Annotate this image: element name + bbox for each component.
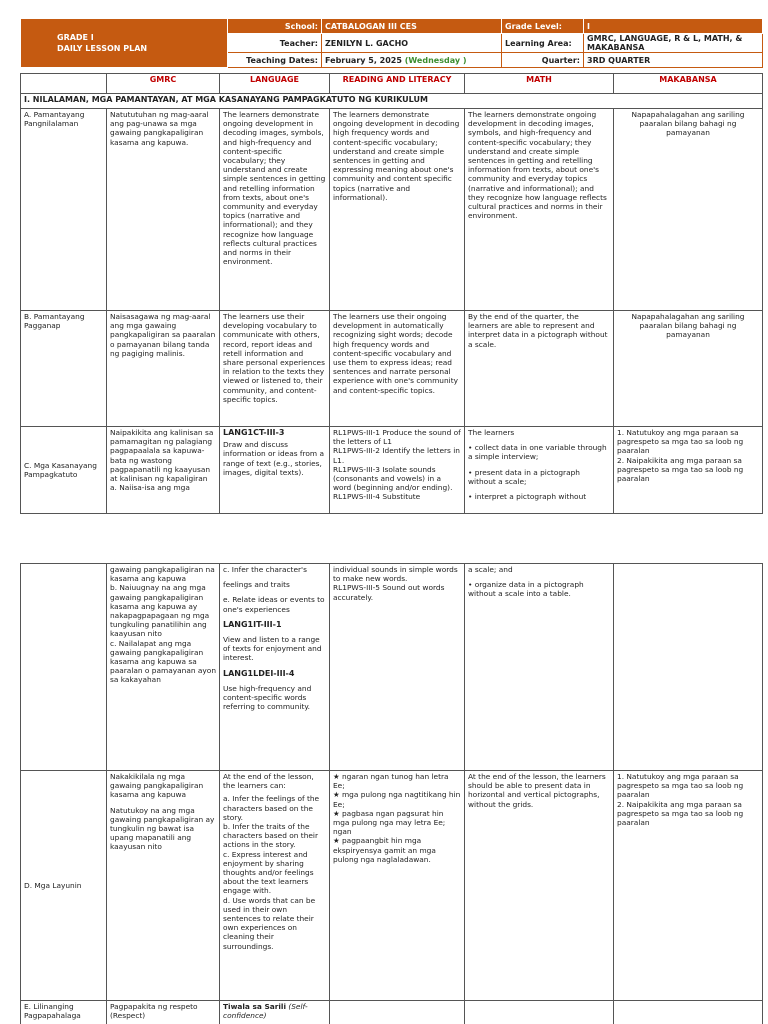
- grade-level-label: Grade Level:: [502, 19, 584, 34]
- gmrc-d-2: Natutukoy na ang mga gawaing pangkapaligiran ay tungkulin ng bawat isa upang mapanatili ang kaayusan nito: [110, 805, 215, 852]
- day-value: (Wednesday ): [404, 55, 467, 65]
- lang-d-1: At the end of the lesson, the learners can:: [223, 772, 314, 791]
- math-c-1a: The learners: [468, 428, 515, 437]
- header-table: [20, 18, 763, 68]
- row-c-language-part1: [220, 427, 330, 514]
- row-c-gmrc-part1: Naipakikita ang kalinisan sa pamamagitan ng palagiang pagpapaalala sa kapuwa-bata ng wastong pagpapanatili ng kaayusan at kalinisan ng kapaligiran a. Naiisa-isa ang mga: [107, 427, 220, 514]
- lang-c-2b: feelings and traits: [223, 580, 290, 590]
- row-b-math: By the end of the quarter, the learners are able to represent and interpret data in a pictograph without a scale.: [465, 311, 614, 427]
- row-a-label: A. Pamantayang Pangnilalaman: [21, 109, 107, 311]
- learning-area-value: GMRC, LANGUAGE, R & L, MATH, & MAKABANSA: [584, 34, 763, 53]
- row-e-makabansa: [614, 1001, 763, 1024]
- row-d-makabansa: 1. Natutukoy ang mga paraan sa pagrespeto sa mga tao sa loob ng paaralan 2. Naipakikita ang mga paraan sa pagrespeto sa mga tao sa loob ng paaralan: [614, 771, 763, 1001]
- lang-code-1: LANG1CT-III-3: [223, 428, 285, 437]
- row-a-reading: The learners demonstrate ongoing development in decoding high frequency words and content-specific vocabulary; understand and create simple sentences in getting and expressing meaning about one's community and content specific topics (narrative and informational).: [330, 109, 465, 311]
- grade-label: GRADE I: [57, 33, 94, 42]
- lang-c-2d: View and listen to a range of texts for enjoyment and interest.: [223, 635, 322, 663]
- row-b-makabansa: Napapahalagahan ang sariling paaralan bilang bahagi ng pamayanan: [614, 311, 763, 427]
- math-c-1d: • interpret a pictograph without: [468, 492, 587, 502]
- teacher-label: Teacher:: [228, 34, 322, 53]
- dates-label: Teaching Dates:: [228, 53, 322, 68]
- lang-c-2e: Use high-frequency and content-specific words referring to community.: [223, 683, 312, 712]
- plan-label: DAILY LESSON PLAN: [57, 44, 148, 53]
- grade-block: [21, 19, 228, 68]
- lang-code-2: LANG1IT-III-1: [223, 619, 282, 629]
- lang-text-1: Draw and discuss information or ideas from a range of text (e.g., stories, images, digital texts).: [223, 440, 325, 477]
- row-a-language: The learners demonstrate ongoing development in decoding images, symbols, and high-frequency and content-specific vocabulary; they understand and create simple sentences in getting and retelling information from texts, about one's community and everyday topics (narrative and informational); and they recognize how language reflects cultural practices and norms in their environment.: [220, 109, 330, 311]
- row-e-language: [220, 1001, 330, 1024]
- col-gmrc: GMRC: [107, 74, 220, 94]
- row-b-label: B. Pamantayang Pagganap: [21, 311, 107, 427]
- math-c-1b: • collect data in one variable through a simple interview;: [468, 443, 607, 462]
- row-e-label: E. Lilinanging Pagpapahalaga: [21, 1001, 107, 1024]
- row-d-gmrc: [107, 771, 220, 1001]
- row-a-makabansa: Napapahalagahan ang sariling paaralan bilang bahagi ng pamayanan: [614, 109, 763, 311]
- gmrc-d-1: Nakakikilala ng mga gawaing pangkapaligiran kasama ang kapuwa: [110, 772, 204, 800]
- school-value: CATBALOGAN III CES: [322, 19, 502, 34]
- row-e-math: [465, 1001, 614, 1024]
- lang-d-2: a. Infer the feelings of the characters based on the story. b. Infer the traits of the characters based on their actions in the story. c. Express interest and enjoyment by sharing thoughts and/or feelings about the text learners engage with. d. Use words that can be used in their own sentences to relate their own experiences on cleaning their surroundings.: [223, 794, 320, 951]
- row-a-gmrc: Natututuhan ng mag-aaral ang pag-unawa sa mga gawaing pangkapaligiran kasama ang kapuwa.: [107, 109, 220, 311]
- row-e-gmrc: Pagpapakita ng respeto (Respect): [107, 1001, 220, 1024]
- row-d-language: [220, 771, 330, 1001]
- row-c-label: C. Mga Kasanayang Pampagkatuto: [21, 427, 107, 514]
- quarter-value: 3RD QUARTER: [584, 53, 763, 68]
- lang-code-3: LANG1LDEI-III-4: [223, 668, 295, 678]
- row-b-language: The learners use their developing vocabulary to communicate with others, record, report ideas and retell information and share personal experiences in relation to the texts they viewed or listened to, their community, and content-specific topics.: [220, 311, 330, 427]
- row-c-makabansa: 1. Natutukoy ang mga paraan sa pagrespeto sa mga tao sa loob ng paaralan 2. Naipakikita ang mga paraan sa pagrespeto sa mga tao sa loob ng paaralan: [614, 427, 763, 514]
- col-blank: [21, 74, 107, 94]
- row-c-math-part2: [465, 564, 614, 771]
- row-c-math-part1: [465, 427, 614, 514]
- row-b-gmrc: Naisasagawa ng mag-aaral ang mga gawaing pangkapaligiran sa paaralan o pamayanan bilang tanda ng pagiging malinis.: [107, 311, 220, 427]
- lesson-table-part2: [20, 563, 763, 1024]
- section-title: I. NILALAMAN, MGA PAMANTAYAN, AT MGA KASANAYANG PAMPAGKATUTO NG KURIKULUM: [21, 94, 763, 109]
- lang-e-italic: (Self-confidence): [223, 1002, 308, 1021]
- row-b-reading: The learners use their ongoing development in automatically recognizing sight words; decode high frequency words and content-specific vocabulary and use them to express ideas; read sentences and narrate personal experience with one's community and content-specific topics.: [330, 311, 465, 427]
- row-c-gmrc-part2: gawaing pangkapaligiran na kasama ang kapuwa b. Naiuugnay na ang mga gawaing pangkapaligiran kasama ang kapuwa ay nakapagpapagaan ng mga tungkuling panatilihin ang kaayusan nito c. Nailalapat ang mga gawaing pangkapaligiran kasama ang kapuwa sa paaralan o pamayanan ayon sa kakayahan: [107, 564, 220, 771]
- math-c-2b: • organize data in a pictograph without a scale into a table.: [468, 580, 584, 599]
- teacher-value: ZENILYN L. GACHO: [322, 34, 502, 53]
- row-a-math: The learners demonstrate ongoing development in decoding images, symbols, and high-frequency and content-specific vocabulary; they understand and create simple sentences in getting and retelling information from texts, about one's community and everyday topics (narrative and informational); and they recognize how language reflects cultural practices and norms in their environment.: [465, 109, 614, 311]
- quarter-label: Quarter:: [502, 53, 584, 68]
- school-label: School:: [228, 19, 322, 34]
- row-e-reading: [330, 1001, 465, 1024]
- learning-area-label: Learning Area:: [502, 34, 584, 53]
- col-math: MATH: [465, 74, 614, 94]
- math-c-1c: • present data in a pictograph without a scale;: [468, 467, 580, 486]
- col-makabansa: MAKABANSA: [614, 74, 763, 94]
- lang-c-2a: c. Infer the character's: [223, 565, 307, 574]
- row-d-math: At the end of the lesson, the learners should be able to present data in horizontal and vertical pictographs, without the grids.: [465, 771, 614, 1001]
- lang-c-2c: e. Relate ideas or events to one's experiences: [223, 595, 325, 614]
- lesson-table-part1: [20, 73, 763, 514]
- row-c-reading-part2: individual sounds in simple words to make new words. RL1PWS-III-5 Sound out words accurately.: [330, 564, 465, 771]
- grade-level-value: I: [584, 19, 763, 34]
- row-d-reading: ★ ngaran ngan tunog han letra Ee; ★ mga pulong nga nagtitikang hin Ee; ★ pagbasa ngan pagsurat hin mga pulong nga may letra Ee; ngan ★ pagpaangbit hin mga ekspiryensya gamit an mga pulong nga naglaladawan.: [330, 771, 465, 1001]
- dates-value: February 5, 2025: [325, 55, 402, 65]
- row-d-label: D. Mga Layunin: [21, 771, 107, 1001]
- col-language: LANGUAGE: [220, 74, 330, 94]
- lang-e-bold: Tiwala sa Sarili: [223, 1002, 286, 1011]
- math-c-2a: a scale; and: [468, 565, 513, 574]
- col-reading: READING AND LITERACY: [330, 74, 465, 94]
- row-c-language-part2: [220, 564, 330, 771]
- dates-cell: [322, 53, 502, 68]
- row-c2-label: [21, 564, 107, 771]
- row-c-reading-part1: RL1PWS-III-1 Produce the sound of the letters of L1 RL1PWS-III-2 Identify the letters in L1. RL1PWS-III-3 Isolate sounds (consonants and vowels) in a word (beginning and/or ending). RL1PWS-III-4 Substitute: [330, 427, 465, 514]
- row-c2-makabansa: [614, 564, 763, 771]
